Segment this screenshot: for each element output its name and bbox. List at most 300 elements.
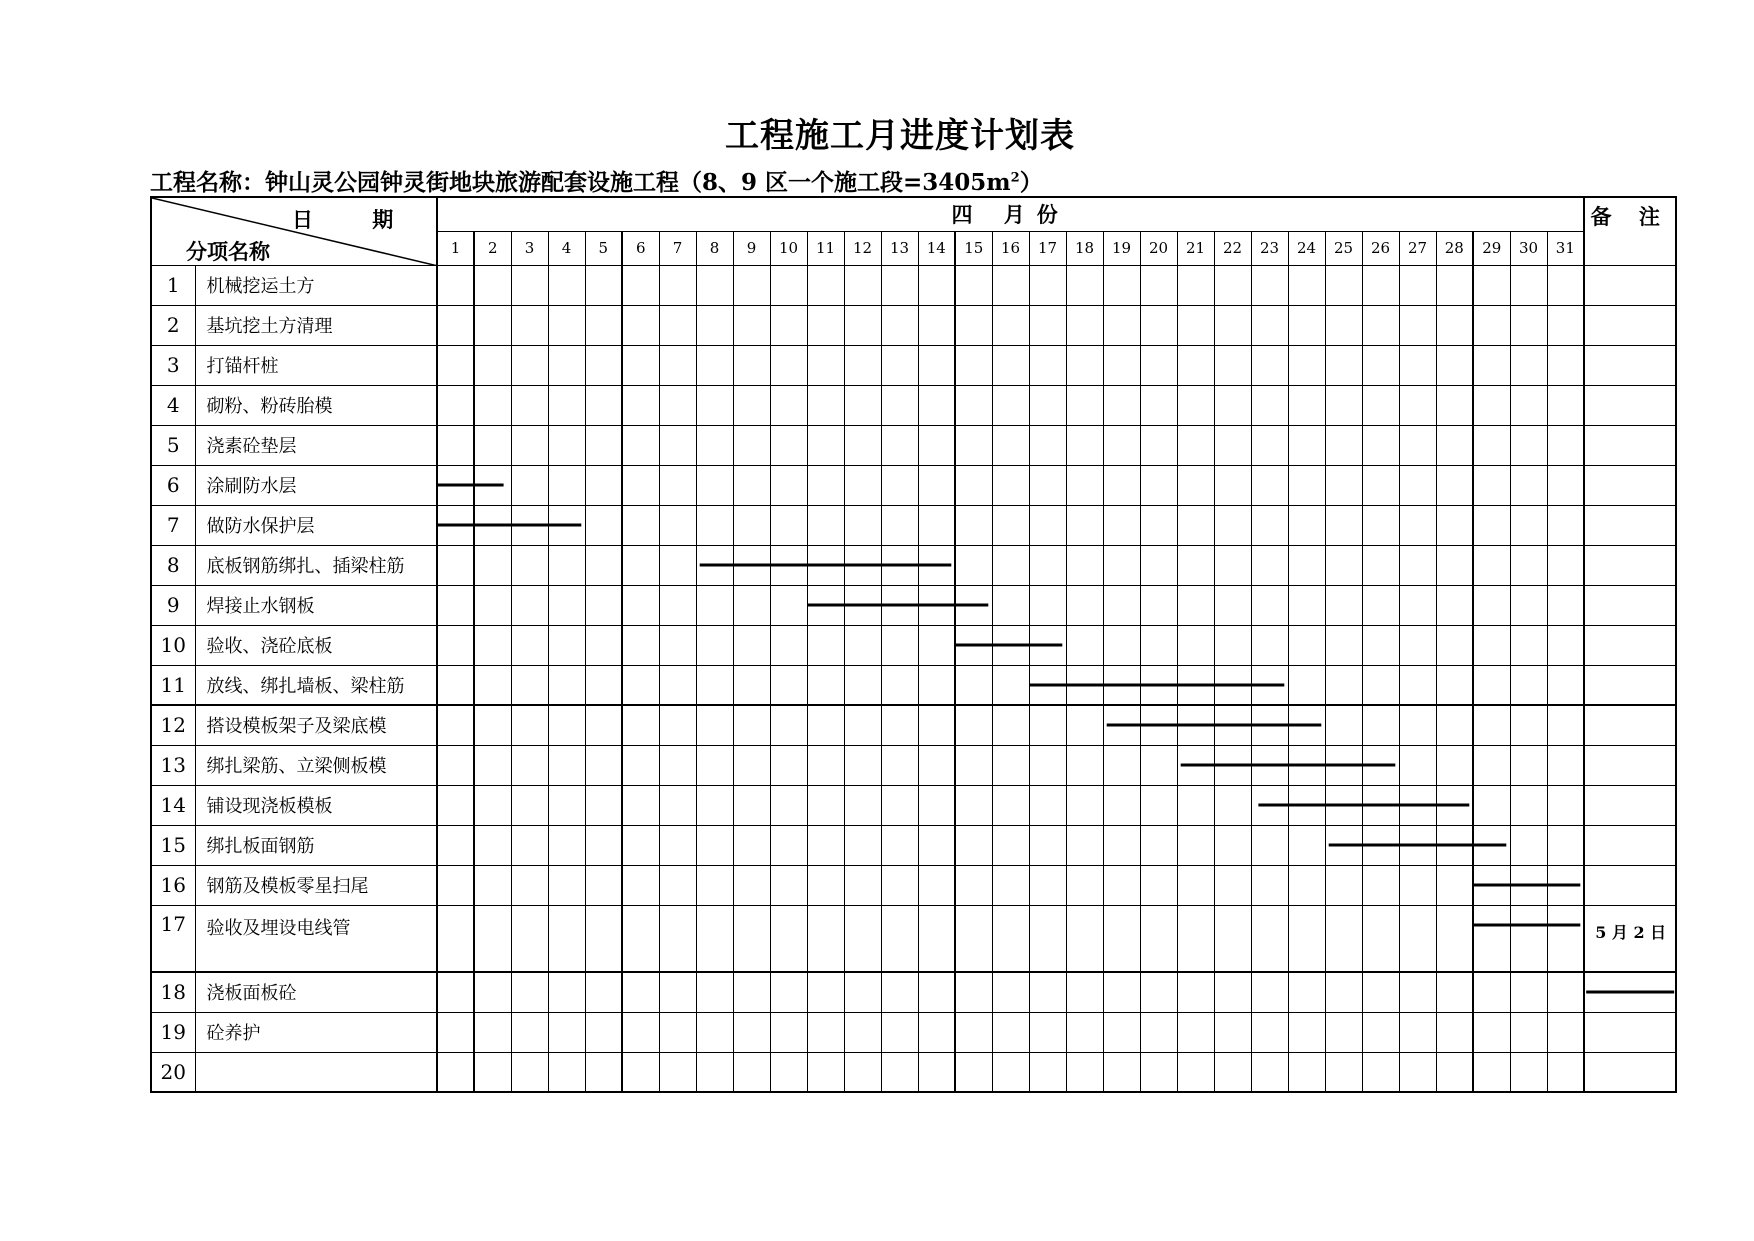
schedule-cell xyxy=(992,705,1029,745)
schedule-cell xyxy=(1140,265,1177,305)
schedule-cell xyxy=(733,425,770,465)
schedule-cell xyxy=(1473,705,1510,745)
schedule-cell xyxy=(1140,665,1177,705)
schedule-cell xyxy=(844,705,881,745)
schedule-cell xyxy=(437,625,474,665)
schedule-cell xyxy=(807,705,844,745)
schedule-cell xyxy=(1066,425,1103,465)
schedule-cell xyxy=(1103,465,1140,505)
schedule-cell xyxy=(1251,625,1288,665)
schedule-cell xyxy=(1510,545,1547,585)
schedule-cell xyxy=(474,1052,511,1092)
schedule-cell xyxy=(474,905,511,972)
task-number: 1 xyxy=(151,265,195,305)
schedule-cell xyxy=(1066,665,1103,705)
day-header-10: 10 xyxy=(770,231,807,265)
schedule-cell xyxy=(585,705,622,745)
schedule-cell xyxy=(1214,585,1251,625)
schedule-cell xyxy=(881,625,918,665)
schedule-cell xyxy=(511,265,548,305)
day-header-2: 2 xyxy=(474,231,511,265)
schedule-cell xyxy=(622,865,659,905)
schedule-cell xyxy=(511,585,548,625)
schedule-cell xyxy=(1140,1012,1177,1052)
schedule-cell xyxy=(881,545,918,585)
schedule-cell xyxy=(1103,265,1140,305)
schedule-cell xyxy=(585,1052,622,1092)
schedule-table xyxy=(150,196,1677,1093)
remark-cell xyxy=(1584,585,1676,625)
schedule-cell xyxy=(1251,585,1288,625)
schedule-cell xyxy=(511,545,548,585)
schedule-cell xyxy=(1066,745,1103,785)
schedule-cell xyxy=(1510,825,1547,865)
table-row xyxy=(151,665,1676,705)
schedule-cell xyxy=(1547,745,1584,785)
task-number: 18 xyxy=(151,972,195,1012)
schedule-cell xyxy=(770,505,807,545)
day-header-18: 18 xyxy=(1066,231,1103,265)
schedule-cell xyxy=(992,545,1029,585)
schedule-cell xyxy=(1436,305,1473,345)
schedule-cell xyxy=(1103,1052,1140,1092)
schedule-cell xyxy=(585,465,622,505)
schedule-cell xyxy=(992,465,1029,505)
schedule-cell xyxy=(1103,665,1140,705)
schedule-cell xyxy=(992,745,1029,785)
schedule-cell xyxy=(474,745,511,785)
schedule-cell xyxy=(696,1012,733,1052)
schedule-cell xyxy=(1103,345,1140,385)
schedule-cell xyxy=(807,585,844,625)
schedule-cell xyxy=(992,385,1029,425)
task-name: 底板钢筋绑扎、插梁柱筋 xyxy=(195,545,437,585)
schedule-cell xyxy=(437,745,474,785)
schedule-cell xyxy=(1288,825,1325,865)
schedule-cell xyxy=(622,745,659,785)
schedule-cell xyxy=(1547,345,1584,385)
schedule-cell xyxy=(622,545,659,585)
schedule-cell xyxy=(770,1052,807,1092)
schedule-cell xyxy=(1399,705,1436,745)
schedule-cell xyxy=(437,1012,474,1052)
schedule-cell xyxy=(1029,345,1066,385)
task-number: 15 xyxy=(151,825,195,865)
schedule-cell xyxy=(992,825,1029,865)
schedule-cell xyxy=(585,425,622,465)
task-number: 20 xyxy=(151,1052,195,1092)
task-name: 砌粉、粉砖胎模 xyxy=(195,385,437,425)
remark-cell: 5 月 2 日 xyxy=(1584,905,1676,972)
schedule-cell xyxy=(1029,505,1066,545)
schedule-cell xyxy=(1251,705,1288,745)
schedule-cell xyxy=(585,305,622,345)
schedule-cell xyxy=(585,865,622,905)
schedule-cell xyxy=(918,385,955,425)
schedule-cell xyxy=(622,385,659,425)
table-row xyxy=(151,1012,1676,1052)
schedule-cell xyxy=(881,1012,918,1052)
schedule-cell xyxy=(1362,425,1399,465)
schedule-cell xyxy=(1251,505,1288,545)
schedule-cell xyxy=(807,825,844,865)
schedule-cell xyxy=(733,745,770,785)
schedule-cell xyxy=(1177,665,1214,705)
schedule-cell xyxy=(918,585,955,625)
schedule-cell xyxy=(770,385,807,425)
schedule-cell xyxy=(622,972,659,1012)
task-name: 焊接止水钢板 xyxy=(195,585,437,625)
table-row xyxy=(151,465,1676,505)
schedule-cell xyxy=(992,345,1029,385)
schedule-cell xyxy=(733,345,770,385)
day-header-15: 15 xyxy=(955,231,992,265)
schedule-cell xyxy=(881,865,918,905)
remark-cell xyxy=(1584,425,1676,465)
remark-header: 备 注 xyxy=(1584,197,1676,265)
schedule-cell xyxy=(1510,425,1547,465)
schedule-cell xyxy=(1029,705,1066,745)
schedule-cell xyxy=(1510,345,1547,385)
schedule-cell xyxy=(1510,745,1547,785)
task-name: 搭设模板架子及梁底模 xyxy=(195,705,437,745)
schedule-cell xyxy=(955,505,992,545)
schedule-cell xyxy=(1325,345,1362,385)
schedule-cell xyxy=(1510,665,1547,705)
schedule-cell xyxy=(1029,745,1066,785)
schedule-cell xyxy=(1066,865,1103,905)
task-name: 绑扎梁筋、立梁侧板模 xyxy=(195,745,437,785)
day-header-30: 30 xyxy=(1510,231,1547,265)
schedule-cell xyxy=(1325,865,1362,905)
schedule-cell xyxy=(696,705,733,745)
remark-cell xyxy=(1584,972,1676,1012)
table-row xyxy=(151,585,1676,625)
remark-cell xyxy=(1584,385,1676,425)
schedule-cell xyxy=(955,785,992,825)
schedule-cell xyxy=(1029,665,1066,705)
schedule-cell xyxy=(1066,972,1103,1012)
schedule-cell xyxy=(1288,505,1325,545)
schedule-cell xyxy=(548,305,585,345)
task-name: 验收及埋设电线管 xyxy=(195,905,437,972)
schedule-cell xyxy=(1547,705,1584,745)
schedule-cell xyxy=(1288,585,1325,625)
schedule-cell xyxy=(770,465,807,505)
schedule-cell xyxy=(807,745,844,785)
schedule-cell xyxy=(511,625,548,665)
schedule-cell xyxy=(1177,385,1214,425)
schedule-cell xyxy=(1029,305,1066,345)
schedule-cell xyxy=(1029,545,1066,585)
schedule-cell xyxy=(733,1012,770,1052)
schedule-cell xyxy=(659,505,696,545)
schedule-cell xyxy=(1214,545,1251,585)
schedule-cell xyxy=(437,785,474,825)
schedule-cell xyxy=(1325,785,1362,825)
schedule-cell xyxy=(437,345,474,385)
schedule-cell xyxy=(733,385,770,425)
schedule-cell xyxy=(955,972,992,1012)
schedule-cell xyxy=(992,305,1029,345)
schedule-cell xyxy=(844,785,881,825)
project-end: ） xyxy=(1019,169,1043,196)
task-name: 放线、绑扎墙板、梁柱筋 xyxy=(195,665,437,705)
schedule-cell xyxy=(1029,425,1066,465)
schedule-cell xyxy=(511,705,548,745)
day-header-16: 16 xyxy=(992,231,1029,265)
schedule-cell xyxy=(992,585,1029,625)
schedule-cell xyxy=(1214,825,1251,865)
schedule-cell xyxy=(1362,665,1399,705)
schedule-cell xyxy=(1177,505,1214,545)
schedule-cell xyxy=(1399,825,1436,865)
schedule-cell xyxy=(1325,265,1362,305)
task-name: 铺设现浇板模板 xyxy=(195,785,437,825)
schedule-cell xyxy=(844,585,881,625)
remark-cell xyxy=(1584,1012,1676,1052)
schedule-cell xyxy=(807,665,844,705)
schedule-cell xyxy=(955,905,992,972)
schedule-cell xyxy=(1362,825,1399,865)
task-number: 16 xyxy=(151,865,195,905)
schedule-cell xyxy=(1103,825,1140,865)
schedule-cell xyxy=(733,972,770,1012)
schedule-cell xyxy=(1103,545,1140,585)
day-header-22: 22 xyxy=(1214,231,1251,265)
schedule-cell xyxy=(955,745,992,785)
schedule-cell xyxy=(733,505,770,545)
day-header-7: 7 xyxy=(659,231,696,265)
day-header-4: 4 xyxy=(548,231,585,265)
schedule-cell xyxy=(622,425,659,465)
schedule-cell xyxy=(1325,705,1362,745)
schedule-cell xyxy=(1214,505,1251,545)
schedule-cell xyxy=(548,665,585,705)
schedule-cell xyxy=(1103,425,1140,465)
schedule-cell xyxy=(1436,1012,1473,1052)
day-header-23: 23 xyxy=(1251,231,1288,265)
schedule-cell xyxy=(1362,705,1399,745)
schedule-cell xyxy=(1177,865,1214,905)
schedule-cell xyxy=(696,785,733,825)
schedule-cell xyxy=(1473,785,1510,825)
schedule-cell xyxy=(955,425,992,465)
remark-cell xyxy=(1584,865,1676,905)
header-corner xyxy=(151,197,437,265)
schedule-cell xyxy=(1177,425,1214,465)
schedule-cell xyxy=(1473,665,1510,705)
schedule-cell xyxy=(1325,385,1362,425)
schedule-cell xyxy=(548,585,585,625)
schedule-cell xyxy=(474,625,511,665)
schedule-cell xyxy=(1251,1052,1288,1092)
schedule-cell xyxy=(844,1012,881,1052)
schedule-cell xyxy=(1362,545,1399,585)
schedule-cell xyxy=(1177,585,1214,625)
schedule-cell xyxy=(992,665,1029,705)
schedule-cell xyxy=(1288,625,1325,665)
schedule-cell xyxy=(474,305,511,345)
schedule-cell xyxy=(548,1052,585,1092)
schedule-cell xyxy=(622,305,659,345)
schedule-cell xyxy=(585,345,622,385)
schedule-cell xyxy=(1473,385,1510,425)
schedule-cell xyxy=(1251,665,1288,705)
schedule-cell xyxy=(1140,345,1177,385)
schedule-cell xyxy=(1251,345,1288,385)
schedule-cell xyxy=(1251,265,1288,305)
schedule-cell xyxy=(881,825,918,865)
schedule-cell xyxy=(548,425,585,465)
day-header-20: 20 xyxy=(1140,231,1177,265)
schedule-cell xyxy=(1029,905,1066,972)
schedule-cell xyxy=(844,345,881,385)
schedule-cell xyxy=(696,905,733,972)
schedule-cell xyxy=(1362,745,1399,785)
schedule-cell xyxy=(511,865,548,905)
schedule-cell xyxy=(1029,625,1066,665)
schedule-cell xyxy=(918,785,955,825)
schedule-cell xyxy=(1362,625,1399,665)
schedule-cell xyxy=(844,745,881,785)
schedule-cell xyxy=(659,425,696,465)
remark-cell xyxy=(1584,545,1676,585)
schedule-cell xyxy=(1473,1012,1510,1052)
schedule-cell xyxy=(918,825,955,865)
schedule-cell xyxy=(1066,785,1103,825)
schedule-cell xyxy=(1399,865,1436,905)
schedule-cell xyxy=(548,825,585,865)
schedule-cell xyxy=(1399,345,1436,385)
schedule-cell xyxy=(733,705,770,745)
schedule-cell xyxy=(659,905,696,972)
schedule-cell xyxy=(733,825,770,865)
schedule-cell xyxy=(1177,305,1214,345)
schedule-cell xyxy=(1362,905,1399,972)
schedule-cell xyxy=(992,505,1029,545)
day-header-13: 13 xyxy=(881,231,918,265)
schedule-cell xyxy=(844,972,881,1012)
schedule-cell xyxy=(1251,425,1288,465)
schedule-cell xyxy=(1103,972,1140,1012)
schedule-cell xyxy=(1547,305,1584,345)
schedule-cell xyxy=(1547,425,1584,465)
schedule-cell xyxy=(548,545,585,585)
schedule-cell xyxy=(622,905,659,972)
task-number: 17 xyxy=(151,905,195,972)
schedule-cell xyxy=(1473,905,1510,972)
schedule-cell xyxy=(437,465,474,505)
schedule-cell xyxy=(918,1012,955,1052)
schedule-cell xyxy=(955,545,992,585)
schedule-cell xyxy=(659,745,696,785)
schedule-cell xyxy=(696,425,733,465)
schedule-cell xyxy=(1547,545,1584,585)
schedule-cell xyxy=(770,305,807,345)
schedule-cell xyxy=(1436,825,1473,865)
schedule-cell xyxy=(1103,305,1140,345)
schedule-cell xyxy=(696,465,733,505)
task-name: 浇板面板砼 xyxy=(195,972,437,1012)
schedule-cell xyxy=(844,505,881,545)
schedule-cell xyxy=(1399,305,1436,345)
header-row-month xyxy=(151,197,1676,231)
schedule-cell xyxy=(1510,785,1547,825)
schedule-cell xyxy=(844,385,881,425)
remark-cell xyxy=(1584,625,1676,665)
schedule-cell xyxy=(1251,905,1288,972)
schedule-cell xyxy=(1288,745,1325,785)
schedule-cell xyxy=(585,905,622,972)
schedule-cell xyxy=(1288,865,1325,905)
schedule-cell xyxy=(437,865,474,905)
task-name: 涂刷防水层 xyxy=(195,465,437,505)
schedule-cell xyxy=(1510,1052,1547,1092)
schedule-cell xyxy=(1066,625,1103,665)
schedule-cell xyxy=(696,972,733,1012)
schedule-cell xyxy=(844,425,881,465)
schedule-cell xyxy=(548,265,585,305)
schedule-cell xyxy=(955,1052,992,1092)
schedule-cell xyxy=(1288,705,1325,745)
schedule-cell xyxy=(1325,1052,1362,1092)
schedule-cell xyxy=(733,865,770,905)
schedule-cell xyxy=(1140,972,1177,1012)
task-number: 13 xyxy=(151,745,195,785)
day-header-17: 17 xyxy=(1029,231,1066,265)
day-header-21: 21 xyxy=(1177,231,1214,265)
schedule-cell xyxy=(1436,785,1473,825)
schedule-cell xyxy=(1029,865,1066,905)
schedule-cell xyxy=(1399,905,1436,972)
schedule-cell xyxy=(881,972,918,1012)
schedule-cell xyxy=(807,625,844,665)
schedule-cell xyxy=(881,1052,918,1092)
schedule-cell xyxy=(1066,505,1103,545)
schedule-cell xyxy=(844,305,881,345)
schedule-cell xyxy=(1325,545,1362,585)
schedule-cell xyxy=(1510,905,1547,972)
schedule-cell xyxy=(881,385,918,425)
schedule-cell xyxy=(511,305,548,345)
schedule-cell xyxy=(1177,705,1214,745)
schedule-cell xyxy=(696,665,733,705)
schedule-cell xyxy=(992,1012,1029,1052)
schedule-cell xyxy=(807,545,844,585)
task-number: 5 xyxy=(151,425,195,465)
table-row xyxy=(151,265,1676,305)
schedule-cell xyxy=(1177,825,1214,865)
schedule-cell xyxy=(622,825,659,865)
schedule-cell xyxy=(1399,505,1436,545)
schedule-cell xyxy=(955,1012,992,1052)
day-header-24: 24 xyxy=(1288,231,1325,265)
schedule-cell xyxy=(1103,505,1140,545)
day-header-29: 29 xyxy=(1473,231,1510,265)
schedule-cell xyxy=(1251,385,1288,425)
schedule-cell xyxy=(1547,625,1584,665)
day-header-19: 19 xyxy=(1103,231,1140,265)
schedule-cell xyxy=(1362,972,1399,1012)
schedule-cell xyxy=(881,905,918,972)
schedule-cell xyxy=(1214,905,1251,972)
schedule-cell xyxy=(955,825,992,865)
schedule-cell xyxy=(1399,1012,1436,1052)
task-name: 绑扎板面钢筋 xyxy=(195,825,437,865)
schedule-cell xyxy=(1140,585,1177,625)
schedule-cell xyxy=(1436,905,1473,972)
